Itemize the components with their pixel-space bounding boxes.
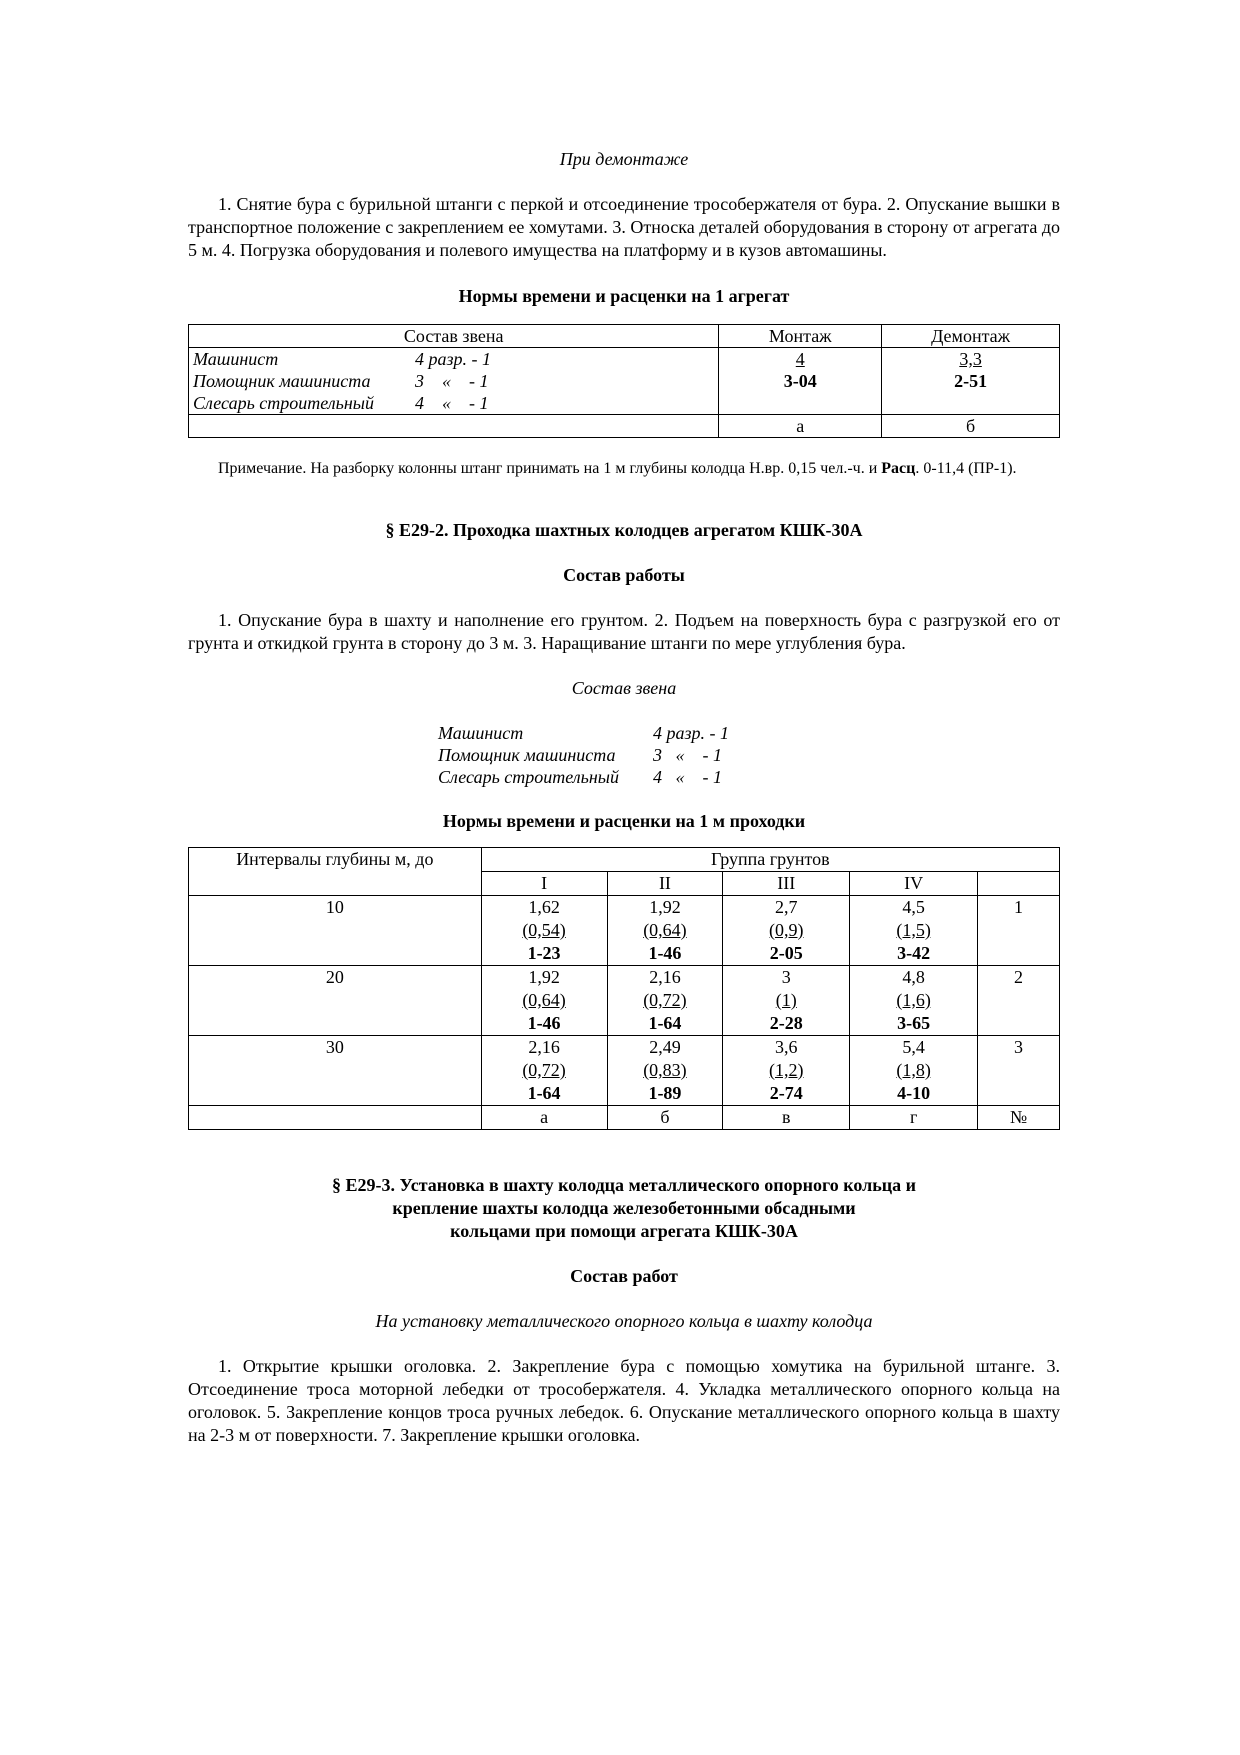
table1-crew-row [189,348,1060,415]
dismantle-heading: При демонтаже [559,149,689,169]
footer-b: б [607,1106,723,1130]
footer-a: а [481,1106,607,1130]
footer-b: б [882,415,1060,438]
depth-cell: 20 [189,966,482,1036]
value-cell: 2,7 (0,9) 2-05 [723,896,850,966]
section2-crew-list [438,722,1060,788]
norms-table-aggregate [188,324,1060,438]
group-i: I [481,872,607,896]
section2-title: § Е29-2. Проходка шахтных колодцев агрегатом КШК-30А [385,520,863,540]
demontage-values [882,348,1060,415]
value-cell: 3,6 (1,2) 2-74 [723,1036,850,1106]
table2-header-row [189,848,1060,872]
table-row [189,896,1060,966]
crew-line: Машинист 4 разр. - 1 [438,723,730,743]
demontage-norm: 3,3 [959,349,982,369]
value-cell: 1,92 (0,64) 1-46 [481,966,607,1036]
header-soil-group: Группа грунтов [481,848,1059,872]
depth-cell: 10 [189,896,482,966]
value-cell: 2,16 (0,72) 1-64 [607,966,723,1036]
demontage-rate: 2-51 [954,371,988,391]
crew-line: Слесарь строительный 4 « - 1 [438,767,722,787]
table2-footer-row [189,1106,1060,1130]
header-montage: Монтаж [719,325,882,348]
row-number: 2 [978,966,1060,1036]
footer-a: а [719,415,882,438]
section2-work-heading: Состав работы [563,565,685,585]
footer-empty [189,1106,482,1130]
value-cell: 4,8 (1,6) 3-65 [850,966,978,1036]
table1-note: Примечание. На разборку колонны штанг принимать на 1 м глубины колодца Н.вр. 0,15 чел.-ч. и Расц. 0-11,4 (ПР-1). [218,460,1017,477]
table-row [189,1036,1060,1106]
crew-line: Слесарь строительный 4 « - 1 [193,393,489,413]
document-page [188,148,1060,1447]
footer-v: в [723,1106,850,1130]
section3-work-heading: Состав работ [570,1266,678,1286]
crew-cell [189,348,719,415]
section2-table-title: Нормы времени и расценки на 1 м проходки [442,811,806,831]
group-ii: II [607,872,723,896]
table1-title: Нормы времени и расценки на 1 агрегат [458,286,790,306]
montage-values [719,348,882,415]
value-cell: 5,4 (1,8) 4-10 [850,1036,978,1106]
section2-crew-heading: Состав звена [571,678,677,698]
crew-line: Помощник машиниста 3 « - 1 [438,745,722,765]
table1-footer-row [189,415,1060,438]
section3-sub-heading: На установку металлического опорного кольца в шахту колодца [375,1311,873,1331]
crew-line: Помощник машиниста 3 « - 1 [193,371,489,391]
footer-no: № [978,1106,1060,1130]
montage-norm: 4 [795,349,805,369]
value-cell: 1,62 (0,54) 1-23 [481,896,607,966]
montage-rate: 3-04 [783,371,817,391]
row-number: 3 [978,1036,1060,1106]
footer-empty [189,415,719,438]
norms-table-depth [188,847,1060,1130]
value-cell: 2,16 (0,72) 1-64 [481,1036,607,1106]
section3-title: § Е29-3. Установка в шахту колодца металлического опорного кольца и крепление шахты колодца железобетонными обсадными кольцами при помощи агрегата КШК-30А [331,1175,917,1241]
depth-cell: 30 [189,1036,482,1106]
group-empty [978,872,1060,896]
table1-header-row [189,325,1060,348]
crew-line: Машинист 4 разр. - 1 [193,349,492,369]
footer-g: г [850,1106,978,1130]
group-iii: III [723,872,850,896]
value-cell: 2,49 (0,83) 1-89 [607,1036,723,1106]
value-cell: 1,92 (0,64) 1-46 [607,896,723,966]
header-crew: Состав звена [189,325,719,348]
row-number: 1 [978,896,1060,966]
group-iv: IV [850,872,978,896]
dismantle-text: 1. Снятие бура с бурильной штанги с перкой и отсоединение трособержателя от бура. 2. Опускание вышки в транспортное положение с закреплением ее хомутами. 3. Относка деталей оборудования в сторону от агрегата до 5 м. 4. Погрузка оборудования и полевого имущества на платформу и в кузов автомашины. [188,194,1060,260]
header-depth: Интервалы глубины м, до [189,848,482,896]
section2-work-text: 1. Опускание бура в шахту и наполнение его грунтом. 2. Подъем на поверхность бура с разгрузкой его от грунта и откидкой грунта в сторону до 3 м. 3. Наращивание штанги по мере углубления бура. [188,610,1060,653]
table-row [189,966,1060,1036]
section3-text: 1. Открытие крышки оголовка. 2. Закрепление бура с помощью хомутика на бурильной штанге. 3. Отсоединение троса моторной лебедки от трособержателя. 4. Укладка металлического опорного кольца на оголовок. 5. Закрепление концов троса ручных лебедок. 6. Опускание металлического опорного кольца в шахту на 2-3 м от поверхности. 7. Закрепление крышки оголовка. [188,1356,1060,1445]
header-demontage: Демонтаж [882,325,1060,348]
value-cell: 3 (1) 2-28 [723,966,850,1036]
value-cell: 4,5 (1,5) 3-42 [850,896,978,966]
